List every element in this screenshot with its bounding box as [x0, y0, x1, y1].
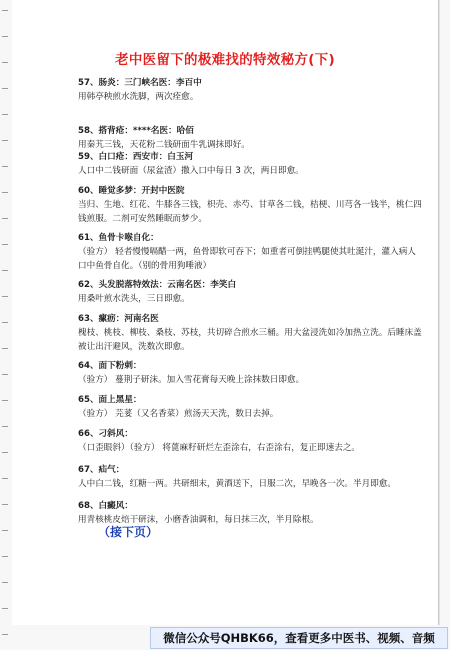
- edge-tick: [2, 36, 8, 37]
- remedy-heading: 57、肠炎：三门峡名医：李百中: [78, 78, 202, 88]
- remedy-text: 钱煎服。二剂可安然睡眠而梦少。: [78, 214, 207, 225]
- remedy-entry: [78, 463, 423, 491]
- remedy-text: 人口中二钱研面（尿盆渣）撒入口中每日 3 次，两日即愈。: [78, 166, 304, 177]
- edge-tick: [2, 400, 8, 401]
- edge-tick: [2, 166, 8, 167]
- remedy-text: 用青核桃皮焙干研沫，小磨香油调和，每日抹三次，半月除根。: [78, 515, 319, 526]
- document-page: [12, 0, 439, 625]
- edge-tick: [2, 88, 8, 89]
- edge-tick: [2, 244, 8, 245]
- page-title: 老中医留下的极难找的特效秘方(下): [115, 52, 335, 68]
- remedy-entry: [78, 427, 423, 455]
- remedy-text: 口中鱼骨自化。（别的骨用狗唾液）: [78, 261, 212, 272]
- remedy-heading: 59、白口疮：西安市：白玉河: [78, 152, 194, 162]
- edge-tick: [2, 530, 8, 531]
- edge-tick: [2, 374, 8, 375]
- remedy-entry: [78, 393, 423, 421]
- remedy-heading: 58、搭背疮：****名医：哈佰: [78, 126, 194, 136]
- remedy-entry: [78, 231, 423, 274]
- edge-tick: [2, 192, 8, 193]
- edge-tick: [2, 140, 8, 141]
- remedy-heading: 64、面下粉刺：: [78, 361, 142, 371]
- edge-tick: [2, 114, 8, 115]
- remedy-text: 用桑叶煎水洗头，三日即愈。: [78, 294, 190, 305]
- edge-tick: [2, 296, 8, 297]
- wechat-footer-banner: 微信公众号QHBK66，查看更多中医书、视频、音频: [150, 627, 448, 649]
- remedy-heading: 60、睡觉多梦：开封中医院: [78, 186, 185, 196]
- remedy-entry: [78, 278, 423, 306]
- edge-tick: [2, 426, 8, 427]
- remedy-heading: 66、刁斜风：: [78, 429, 133, 439]
- edge-tick: [2, 582, 8, 583]
- remedy-entry: [78, 150, 423, 178]
- remedy-entry: [78, 312, 423, 355]
- remedy-heading: 62、头发脱落特效法：云南名医：李笑白: [78, 280, 237, 290]
- remedy-entry: [78, 124, 423, 152]
- remedy-text: （验方） 芫荽（又名香菜）煎汤天天洗，数日去掉。: [78, 409, 279, 420]
- edge-tick: [2, 62, 8, 63]
- remedy-text: 用韩亭秧煎水洗脚，两次痊愈。: [78, 92, 199, 103]
- remedy-text: 槐枝、桃枝、柳枝、桑枝、苏枝，共切碎合煎水三桶。用大盆浸洗如冷加热立洗。后睡床盖: [78, 328, 422, 339]
- edge-tick: [2, 348, 8, 349]
- edge-tick: [2, 322, 8, 323]
- remedy-text: （口歪眼斜）（验方） 将蓖麻籽研烂左歪涂右，右歪涂右，复正即速去之。: [78, 443, 361, 454]
- remedy-heading: 68、白癜风：: [78, 501, 133, 511]
- remedy-text: 被让出汗避风，洗数次即愈。: [78, 342, 190, 353]
- remedy-text: （验方） 轻者慢慢嗝醋一两，鱼骨即软可吞下；如重者可倒挂鸭腿使其吐涎汁，灌入病人: [78, 247, 416, 258]
- edge-tick: [2, 478, 8, 479]
- remedy-heading: 65、面上黑星：: [78, 395, 142, 405]
- continued-next-page: （接下页）: [98, 525, 159, 539]
- remedy-entry: [78, 359, 423, 387]
- remedy-text: （验方） 蔓荆子研沫。加入雪花膏每天晚上涂抹数日即愈。: [78, 375, 305, 386]
- page-edge-marks: [2, 0, 10, 650]
- remedy-text: 当归、生地、红花、牛膝各三钱，枳壳、赤芍、甘草各二钱，桔梗、川芎各一钱半，桃仁四: [78, 200, 422, 211]
- edge-tick: [2, 608, 8, 609]
- edge-tick: [2, 504, 8, 505]
- remedy-entry: [78, 76, 423, 104]
- edge-tick: [2, 10, 8, 11]
- edge-tick: [2, 270, 8, 271]
- remedy-heading: 61、鱼骨卡喉自化：: [78, 233, 159, 243]
- remedy-heading: 67、疝气：: [78, 465, 125, 475]
- remedy-text: 用秦艽三钱，天花粉二钱研面牛乳调抹即好。: [78, 140, 250, 151]
- remedy-text: 人中白二钱，红糖一两。共研细末，黄酒送下，日服二次，早晚各一次。半月即愈。: [78, 479, 396, 490]
- edge-tick: [2, 218, 8, 219]
- remedy-heading: 63、瘰疬：河南名医: [78, 314, 159, 324]
- edge-tick: [2, 634, 8, 635]
- edge-tick: [2, 452, 8, 453]
- remedy-entry: [78, 184, 423, 227]
- edge-tick: [2, 556, 8, 557]
